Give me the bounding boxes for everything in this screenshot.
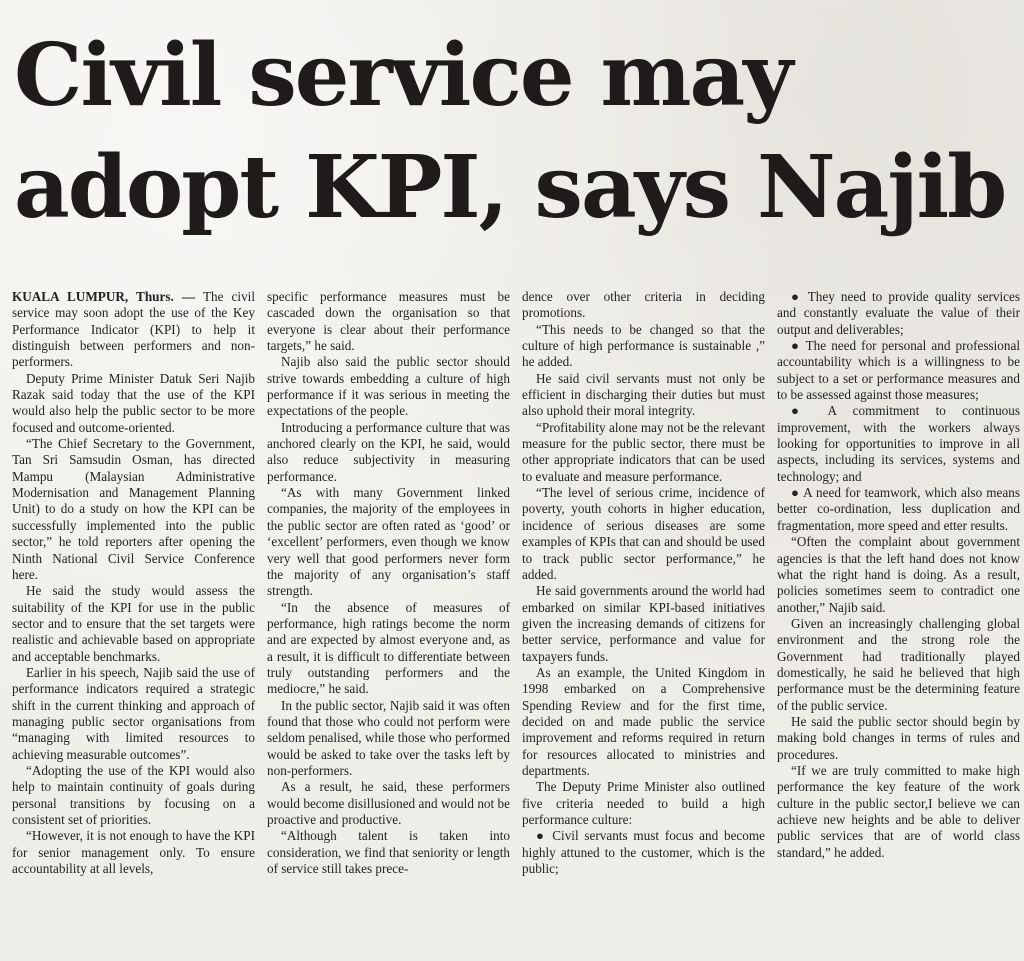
dateline: KUALA LUMPUR, Thurs. — [12,289,196,304]
article-paragraph: Najib also said the public sector should strive towards embedding a culture of high performance if it was serious in meeting the expectations of the people. [267,354,510,419]
article-paragraph: He said governments around the world had embarked on similar KPI-based initiatives given the increasing demands of citizens for better service, performance and value for taxpayers funds. [522,583,765,664]
article-paragraph: “The Chief Secretary to the Government, Tan Sri Samsudin Osman, has directed Mampu (Malaysian Administrative Modernisation and Management Planning Unit) to do a study on how the KPI can be successfully implemented into the public sector,” he told reporters after opening the Ninth National Civil Service Conference here. [12,436,255,582]
article-paragraph: Given an increasingly challenging global environment and the strong role the Government had traditionally played domestically, he said he believed that high performance must be the determining feature of the public service. [777,615,1020,713]
bullet-item: ● The need for personal and professional accountability which is a willingness to be subject to a set or performance measures and to be assessed against those measures; [777,338,1020,403]
article-column-1 [12,289,255,959]
article-paragraph: dence over other criteria in deciding promotions. [522,289,765,321]
article-body [12,289,1022,959]
article-paragraph: He said the study would assess the suitability of the KPI for use in the public sector and to ensure that the set targets were realistic and achievable based on appropriate and acceptable benchmarks. [12,583,255,664]
article-paragraph: Earlier in his speech, Najib said the use of performance indicators required a strategic shift in the current thinking and approach of managing public sector organisations from “managing with limited resources to achieving measurable outcomes”. [12,664,255,762]
bullet-item: ● A need for teamwork, which also means better co-ordination, less duplication and fragmentation, more speed and etter results. [777,485,1020,533]
article-paragraph: “However, it is not enough to have the KPI for senior management only. To ensure accountability at all levels, [12,828,255,877]
headline [14,20,1014,244]
article-paragraph: “Often the complaint about government agencies is that the left hand does not know what the right hand is doing. As a result, policies sometimes seem to contradict one another,” Najib said. [777,534,1020,615]
article-column-2 [267,289,510,959]
article-column-4 [777,289,1020,959]
article-paragraph: In the public sector, Najib said it was often found that those who could not perform were seldom penalised, while those who performed would be asked to take over the tasks left by non-performers. [267,697,510,778]
headline-line-1: Civil service may [14,25,792,126]
article-paragraph: “Adopting the use of the KPI would also help to maintain continuity of goals during personal transitions by focusing on a consistent set of priorities. [12,762,255,827]
article-paragraph: He said the public sector should begin by making bold changes in terms of rules and procedures. [777,713,1020,762]
article-paragraph: “This needs to be changed so that the culture of high performance is sustainable ,” he added. [522,321,765,370]
bullet-item: ● Civil servants must focus and become highly attuned to the customer, which is the public; [522,828,765,877]
article-paragraph: “The level of serious crime, incidence of poverty, youth cohorts in higher education, incidence of serious diseases are some examples of KPIs that can and should be used to track public sector performance,” he added. [522,485,765,582]
headline-line-2: adopt KPI, says Najib [14,137,1006,238]
article-paragraph: KUALA LUMPUR, Thurs. — The civil service may soon adopt the use of the Key Performance Indicator (KPI) to help it distinguish between performers and non-performers. [12,289,255,370]
bullet-item: ● They need to provide quality services and constantly evaluate the value of their output and deliverables; [777,289,1020,337]
article-paragraph: specific performance measures must be cascaded down the organisation so that everyone is clear about their performance targets,” he said. [267,289,510,354]
article-column-3 [522,289,765,959]
article-paragraph: As a result, he said, these performers would become disillusioned and would not be proactive and productive. [267,779,510,827]
article-paragraph: Deputy Prime Minister Datuk Seri Najib Razak said today that the use of the KPI would also help the public sector to be more focused and outcome-oriented. [12,370,255,435]
article-paragraph: The Deputy Prime Minister also outlined five criteria needed to build a high performance culture: [522,779,765,827]
article-paragraph: “Profitability alone may not be the relevant measure for the public sector, there must be other appropriate indicators that can be used to evaluate and measure performance. [522,419,765,484]
article-paragraph: As an example, the United Kingdom in 1998 embarked on a Comprehensive Spending Review and for the first time, decided on and made public the service improvement and reforms required in return for resources allocated to ministries and departments. [522,664,765,778]
article-paragraph: “If we are truly committed to make high performance the key feature of the work culture in the public sector,I believe we can achieve new heights and be able to deliver public services that are of world class standard,” he added. [777,762,1020,860]
article-paragraph: Introducing a performance culture that was anchored clearly on the KPI, he said, would also reduce subjectivity in measuring performance. [267,419,510,484]
article-paragraph: “As with many Government linked companies, the majority of the employees in the public sector are often rated as ‘good’ or ‘excellent’ performers, even though we know very well that good performers never form the majority of any organisation’s staff strength. [267,485,510,599]
article-paragraph: “In the absence of measures of performance, high ratings become the norm and are expected by almost everyone and, as a result, it is difficult to differentiate between truly outstanding performers and the mediocre,” he said. [267,599,510,697]
article-paragraph: “Although talent is taken into consideration, we find that seniority or length of service still takes prece- [267,828,510,877]
article-paragraph: He said civil servants must not only be efficient in discharging their duties but must also uphold their moral integrity. [522,370,765,419]
bullet-item: ● A commitment to continuous improvement, with the workers always looking for opportunities to improve in all aspects, including its services, systems and technology; and [777,403,1020,484]
